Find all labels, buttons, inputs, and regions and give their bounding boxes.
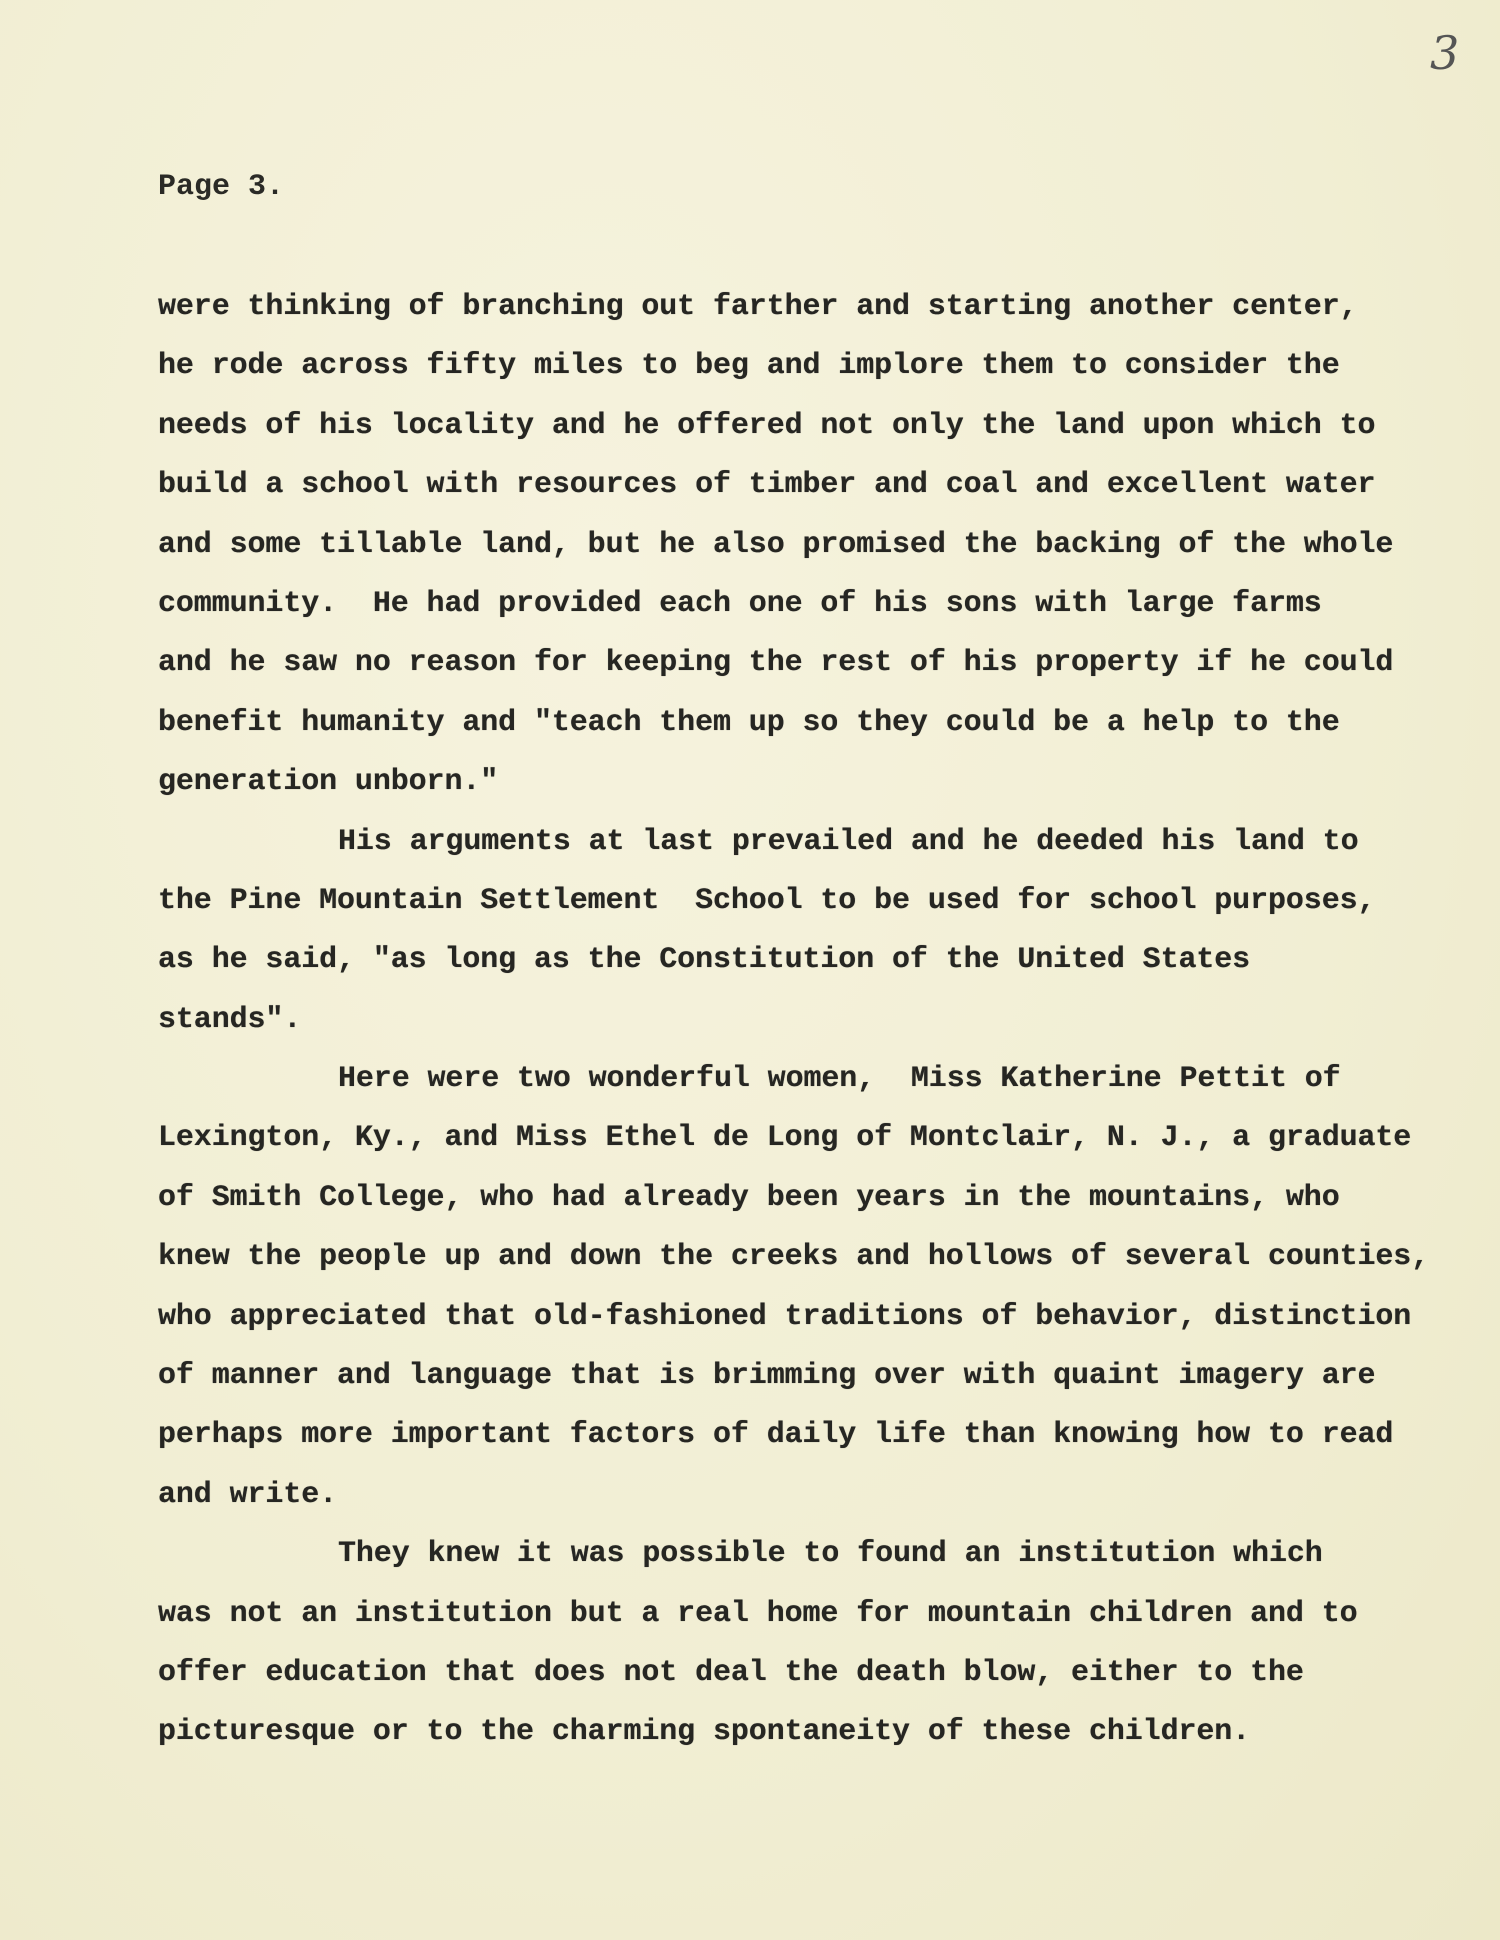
text-line: and he saw no reason for keeping the rest of his property if he could xyxy=(158,646,1394,681)
text-line: as he said, "as long as the Constitution of the United States xyxy=(158,943,1251,978)
text-line: needs of his locality and he offered not only the land upon which to xyxy=(158,408,1376,443)
text-line: was not an institution but a real home for mountain children and to xyxy=(158,1596,1358,1631)
typed-body-text xyxy=(158,278,1429,1763)
text-line: he rode across fifty miles to beg and implore them to consider the xyxy=(158,349,1340,384)
paragraph-start-line: They knew it was possible to found an institution which xyxy=(338,1537,1323,1572)
text-line: picturesque or to the charming spontaneity of these children. xyxy=(158,1715,1251,1750)
text-line: stands". xyxy=(158,1002,302,1037)
text-line: perhaps more important factors of daily life than knowing how to read xyxy=(158,1418,1394,1453)
text-line: knew the people up and down the creeks and hollows of several counties, xyxy=(158,1240,1430,1275)
text-line: build a school with resources of timber and coal and excellent water xyxy=(158,468,1376,503)
text-line: community. He had provided each one of his sons with large farms xyxy=(158,586,1322,621)
page-header: Page 3. xyxy=(158,170,285,204)
text-line: and write. xyxy=(158,1477,338,1512)
text-line: the Pine Mountain Settlement School to be used for school purposes, xyxy=(158,883,1376,918)
text-line: of Smith College, who had already been years in the mountains, who xyxy=(158,1180,1340,1215)
text-line: were thinking of branching out farther and starting another center, xyxy=(158,290,1358,324)
text-line: and some tillable land, but he also promised the backing of the whole xyxy=(158,527,1394,562)
text-line: who appreciated that old-fashioned traditions of behavior, distinction xyxy=(158,1299,1412,1334)
text-line: offer education that does not deal the death blow, either to the xyxy=(158,1655,1304,1690)
text-line: benefit humanity and "teach them up so they could be a help to the xyxy=(158,705,1340,740)
text-line: Lexington, Ky., and Miss Ethel de Long of Montclair, N. J., a graduate xyxy=(158,1121,1412,1156)
handwritten-page-number: 3 xyxy=(1430,26,1460,80)
text-line: of manner and language that is brimming over with quaint imagery are xyxy=(158,1359,1376,1394)
paragraph-start-line: Here were two wonderful women, Miss Katherine Pettit of xyxy=(338,1062,1341,1097)
paragraph-start-line: His arguments at last prevailed and he deeded his land to xyxy=(338,824,1359,859)
text-line: generation unborn." xyxy=(158,765,499,800)
